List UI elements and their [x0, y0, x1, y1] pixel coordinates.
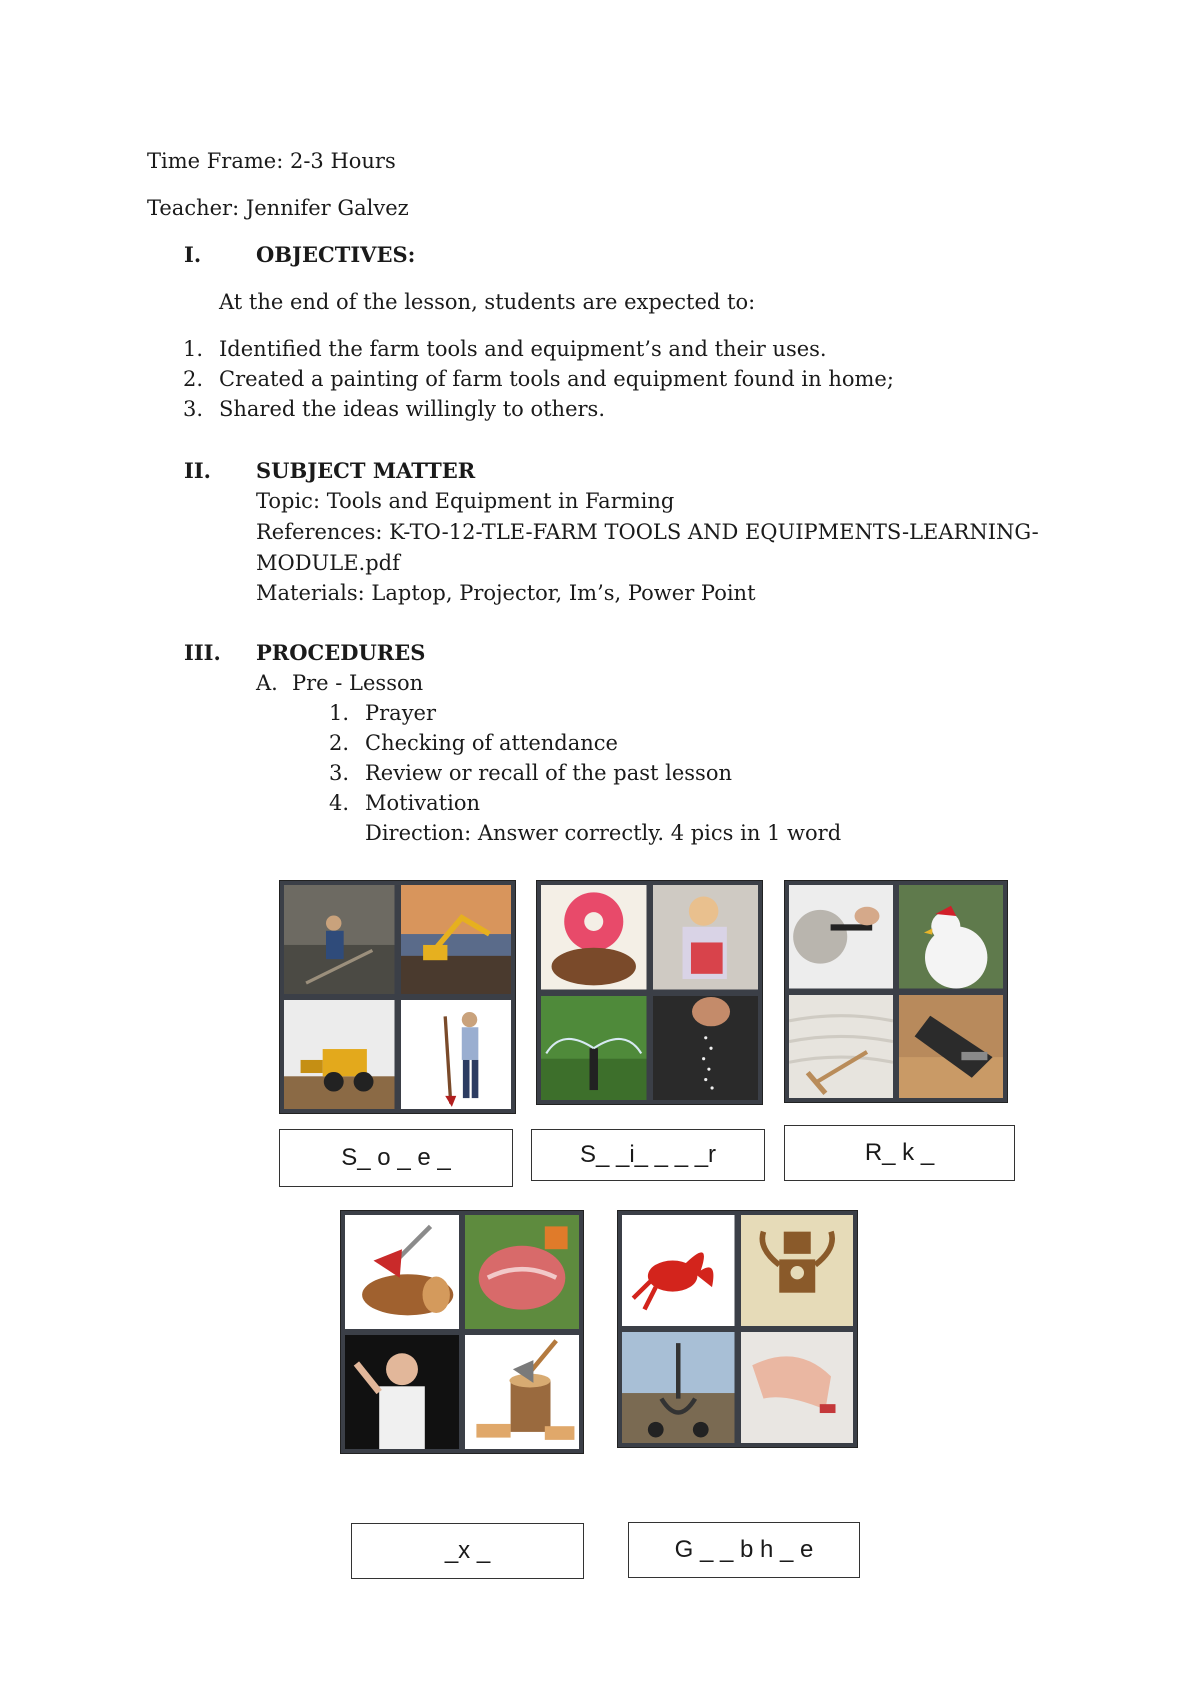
puzzle-image-grid [340, 1210, 584, 1454]
references-line: References: K-TO-12-TLE-FARM TOOLS AND EQUIPMENTS-LEARNING- [256, 520, 1039, 544]
answer-box[interactable]: S_ _i_ _ _ _r [531, 1129, 765, 1181]
rooster-image [899, 885, 1003, 989]
puzzle-image-grid [279, 880, 516, 1114]
objective-number: 3. [183, 397, 204, 421]
objectives-numeral: I. [184, 242, 202, 267]
wood-plane-image [899, 995, 1003, 1099]
section-title: Pre - Lesson [292, 671, 424, 695]
step-number: 3. [329, 761, 350, 785]
step-item: Prayer [365, 701, 437, 725]
step-number: 1. [329, 701, 350, 725]
objectives-intro: At the end of the lesson, students are expected to: [219, 290, 756, 314]
answer-box[interactable]: _x _ [351, 1523, 584, 1579]
puzzle-image-grid [536, 880, 763, 1105]
subject-matter-numeral: II. [184, 458, 211, 483]
topic-line: Topic: Tools and Equipment in Farming [256, 489, 675, 513]
wheel-loader-image [284, 1000, 395, 1109]
answer-box[interactable]: G _ _ b h _ e [628, 1522, 860, 1578]
objective-number: 2. [183, 367, 204, 391]
puzzle-image-grid [784, 880, 1008, 1103]
objective-item: Created a painting of farm tools and equipment found in home; [219, 367, 894, 391]
objectives-heading: OBJECTIVES: [256, 242, 416, 267]
answer-box[interactable]: S_ o _ e _ [279, 1129, 513, 1187]
time-frame: Time Frame: 2-3 Hours [147, 149, 396, 173]
salt-sprinkle-image [653, 996, 759, 1101]
section-letter: A. [256, 671, 278, 695]
finger-pinch-image [741, 1332, 854, 1443]
water-sprinkler-image [541, 996, 647, 1101]
procedures-heading: PROCEDURES [256, 640, 426, 665]
procedures-numeral: III. [184, 640, 221, 665]
references-line-cont: MODULE.pdf [256, 551, 400, 575]
axe-on-log-cartoon-image [345, 1215, 459, 1329]
donuts-image [541, 885, 647, 990]
worker-digging-image [284, 885, 395, 994]
raw-meat-image [465, 1215, 579, 1329]
direction-line: Direction: Answer correctly. 4 pics in 1 word [365, 821, 842, 845]
teacher: Teacher: Jennifer Galvez [147, 196, 409, 220]
puzzle-image-grid [617, 1210, 858, 1448]
step-number: 4. [329, 791, 350, 815]
child-sprinkling-image [653, 885, 759, 990]
excavator-sunset-image [401, 885, 512, 994]
objective-item: Identified the farm tools and equipment’s and their uses. [219, 337, 827, 361]
objective-item: Shared the ideas willingly to others. [219, 397, 605, 421]
person-with-shovel-image [401, 1000, 512, 1109]
lobster-claw-image [622, 1215, 735, 1326]
answer-box[interactable]: R_ k _ [784, 1125, 1015, 1181]
woman-shouting-image [345, 1335, 459, 1449]
materials-line: Materials: Laptop, Projector, Im’s, Power Point [256, 581, 756, 605]
step-item: Motivation [365, 791, 481, 815]
step-item: Review or recall of the past lesson [365, 761, 732, 785]
step-number: 2. [329, 731, 350, 755]
step-item: Checking of attendance [365, 731, 618, 755]
robot-toy-image [741, 1215, 854, 1326]
subject-matter-heading: SUBJECT MATTER [256, 458, 476, 483]
objective-number: 1. [183, 337, 204, 361]
haircut-comb-image [789, 885, 893, 989]
axe-in-stump-image [465, 1335, 579, 1449]
log-grabber-machine-image [622, 1332, 735, 1443]
sand-rake-image [789, 995, 893, 1099]
